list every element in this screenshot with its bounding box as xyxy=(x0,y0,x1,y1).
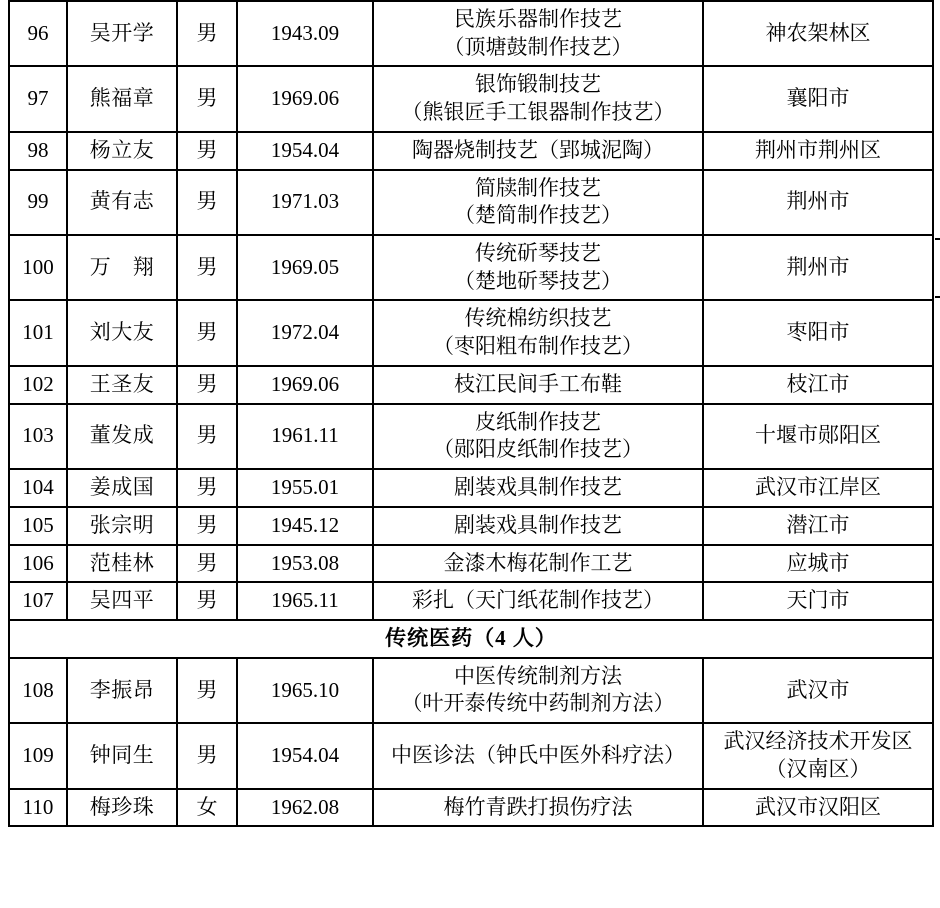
cell-no: 103 xyxy=(9,404,67,469)
table-row xyxy=(9,170,933,235)
cell-birth: 1972.04 xyxy=(237,300,373,365)
cell-area xyxy=(703,235,933,300)
table-row xyxy=(9,582,933,620)
cell-area xyxy=(703,170,933,235)
cell-area-line: 荆州市 xyxy=(786,254,850,279)
cell-project-line: （顶塘鼓制作技艺） xyxy=(443,34,633,59)
table-row xyxy=(9,300,933,365)
cell-name: 刘大友 xyxy=(67,300,177,365)
cell-project-line: 中医诊法（钟氏中医外科疗法） xyxy=(391,742,685,767)
cell-birth: 1955.01 xyxy=(237,469,373,507)
cell-name: 吴开学 xyxy=(67,1,177,66)
cell-area xyxy=(703,658,933,723)
table-row xyxy=(9,1,933,66)
category-title: 传统医药（4 人） xyxy=(9,620,933,658)
cell-project-line: 剧装戏具制作技艺 xyxy=(454,475,622,500)
cell-project-line: （叶开泰传统中药制剂方法） xyxy=(401,691,675,716)
cell-project-line: （熊银匠手工银器制作技艺） xyxy=(401,100,675,125)
cell-project xyxy=(373,66,703,131)
cell-project xyxy=(373,132,703,170)
cell-area-line: 襄阳市 xyxy=(786,86,850,111)
cell-birth: 1969.06 xyxy=(237,66,373,131)
cell-no: 104 xyxy=(9,469,67,507)
cell-project-line: （枣阳粗布制作技艺） xyxy=(433,334,643,359)
cell-birth: 1961.11 xyxy=(237,404,373,469)
table-row xyxy=(9,789,933,827)
cell-area-line: 武汉市江岸区 xyxy=(755,475,881,500)
cell-project-line: 金漆木梅花制作工艺 xyxy=(443,550,633,575)
cell-no: 105 xyxy=(9,507,67,545)
cell-no: 109 xyxy=(9,723,67,788)
cell-area xyxy=(703,789,933,827)
table-row xyxy=(9,545,933,583)
cell-no: 106 xyxy=(9,545,67,583)
cell-area-line: 应城市 xyxy=(786,550,850,575)
cell-birth: 1954.04 xyxy=(237,132,373,170)
cell-project-line: 传统棉纺织技艺 xyxy=(464,306,612,331)
cell-name: 杨立友 xyxy=(67,132,177,170)
cell-area-line: 天门市 xyxy=(786,588,850,613)
table-row xyxy=(9,235,933,300)
cell-area-line: 十堰市郧阳区 xyxy=(755,423,881,448)
cell-area-line: 荆州市 xyxy=(786,189,850,214)
cell-area xyxy=(703,723,933,788)
cell-birth: 1965.10 xyxy=(237,658,373,723)
cell-name: 黄有志 xyxy=(67,170,177,235)
cell-birth: 1965.11 xyxy=(237,582,373,620)
page-margin-tick xyxy=(935,296,940,298)
cell-area xyxy=(703,545,933,583)
cell-no: 100 xyxy=(9,235,67,300)
page-margin-tick xyxy=(935,238,940,240)
cell-name: 钟同生 xyxy=(67,723,177,788)
cell-project-line: 皮纸制作技艺 xyxy=(475,409,601,434)
cell-area xyxy=(703,300,933,365)
cell-project-line: （郧阳皮纸制作技艺） xyxy=(433,437,643,462)
cell-project-line: 中医传统制剂方法 xyxy=(454,663,622,688)
cell-name: 梅珍珠 xyxy=(67,789,177,827)
table-row xyxy=(9,723,933,788)
cell-name: 李振昂 xyxy=(67,658,177,723)
cell-project xyxy=(373,300,703,365)
cell-project-line: 银饰锻制技艺 xyxy=(475,72,601,97)
cell-sex: 男 xyxy=(177,582,237,620)
cell-sex: 男 xyxy=(177,1,237,66)
cell-area xyxy=(703,404,933,469)
cell-sex: 男 xyxy=(177,366,237,404)
cell-project xyxy=(373,545,703,583)
cell-area-line: 枣阳市 xyxy=(786,320,850,345)
cell-sex: 男 xyxy=(177,300,237,365)
cell-sex: 男 xyxy=(177,507,237,545)
cell-area xyxy=(703,66,933,131)
cell-sex: 男 xyxy=(177,545,237,583)
cell-project xyxy=(373,723,703,788)
cell-project-line: 剧装戏具制作技艺 xyxy=(454,512,622,537)
cell-area-line: 武汉市汉阳区 xyxy=(755,794,881,819)
cell-name: 万 翔 xyxy=(67,235,177,300)
cell-name: 董发成 xyxy=(67,404,177,469)
category-section-row xyxy=(9,620,933,658)
cell-birth: 1969.05 xyxy=(237,235,373,300)
cell-area-line: 武汉市 xyxy=(786,677,850,702)
cell-no: 110 xyxy=(9,789,67,827)
cell-project-line: 枝江民间手工布鞋 xyxy=(454,371,622,396)
cell-project xyxy=(373,1,703,66)
cell-birth: 1945.12 xyxy=(237,507,373,545)
cell-area-line: 枝江市 xyxy=(786,371,850,396)
cell-name: 张宗明 xyxy=(67,507,177,545)
cell-project xyxy=(373,789,703,827)
cell-no: 102 xyxy=(9,366,67,404)
cell-area xyxy=(703,469,933,507)
cell-project xyxy=(373,170,703,235)
table-row xyxy=(9,404,933,469)
cell-area xyxy=(703,366,933,404)
cell-name: 王圣友 xyxy=(67,366,177,404)
cell-project-line: 民族乐器制作技艺 xyxy=(454,7,622,31)
cell-no: 96 xyxy=(9,1,67,66)
cell-name: 姜成国 xyxy=(67,469,177,507)
table-row xyxy=(9,507,933,545)
cell-project-line: 陶器烧制技艺（郢城泥陶） xyxy=(412,137,664,162)
cell-no: 108 xyxy=(9,658,67,723)
cell-area-line: 潜江市 xyxy=(786,512,850,537)
cell-birth: 1943.09 xyxy=(237,1,373,66)
cell-project xyxy=(373,582,703,620)
cell-sex: 男 xyxy=(177,170,237,235)
cell-name: 范桂林 xyxy=(67,545,177,583)
cell-area-line: 荆州市荆州区 xyxy=(755,137,881,162)
cell-area xyxy=(703,507,933,545)
table-row xyxy=(9,658,933,723)
cell-name: 熊福章 xyxy=(67,66,177,131)
heritage-inheritors-table xyxy=(8,0,934,827)
cell-project-line: 梅竹青跌打损伤疗法 xyxy=(443,794,633,819)
cell-sex: 男 xyxy=(177,132,237,170)
cell-project xyxy=(373,404,703,469)
cell-sex: 男 xyxy=(177,235,237,300)
table-body xyxy=(9,1,933,826)
cell-area-line: 神农架林区 xyxy=(765,20,871,45)
cell-sex: 男 xyxy=(177,469,237,507)
cell-birth: 1954.04 xyxy=(237,723,373,788)
cell-birth: 1953.08 xyxy=(237,545,373,583)
cell-sex: 男 xyxy=(177,66,237,131)
table-row xyxy=(9,469,933,507)
cell-no: 101 xyxy=(9,300,67,365)
cell-project-line: 彩扎（天门纸花制作技艺） xyxy=(412,588,664,613)
cell-birth: 1962.08 xyxy=(237,789,373,827)
cell-area xyxy=(703,582,933,620)
cell-no: 97 xyxy=(9,66,67,131)
cell-project-line: 传统斫琴技艺 xyxy=(475,241,601,266)
cell-project xyxy=(373,507,703,545)
cell-sex: 男 xyxy=(177,404,237,469)
table-row xyxy=(9,366,933,404)
cell-project-line: （楚简制作技艺） xyxy=(454,203,622,228)
cell-project xyxy=(373,658,703,723)
cell-no: 107 xyxy=(9,582,67,620)
cell-area-line: 武汉经济技术开发区（汉南区） xyxy=(723,729,913,781)
table-row xyxy=(9,132,933,170)
cell-area xyxy=(703,1,933,66)
cell-no: 99 xyxy=(9,170,67,235)
cell-sex: 男 xyxy=(177,658,237,723)
cell-area xyxy=(703,132,933,170)
cell-project xyxy=(373,235,703,300)
cell-project xyxy=(373,469,703,507)
cell-sex: 女 xyxy=(177,789,237,827)
cell-no: 98 xyxy=(9,132,67,170)
table-row xyxy=(9,66,933,131)
cell-birth: 1969.06 xyxy=(237,366,373,404)
cell-birth: 1971.03 xyxy=(237,170,373,235)
cell-name: 吴四平 xyxy=(67,582,177,620)
cell-project xyxy=(373,366,703,404)
cell-project-line: （楚地斫琴技艺） xyxy=(454,268,622,293)
cell-sex: 男 xyxy=(177,723,237,788)
cell-project-line: 简牍制作技艺 xyxy=(475,175,601,200)
